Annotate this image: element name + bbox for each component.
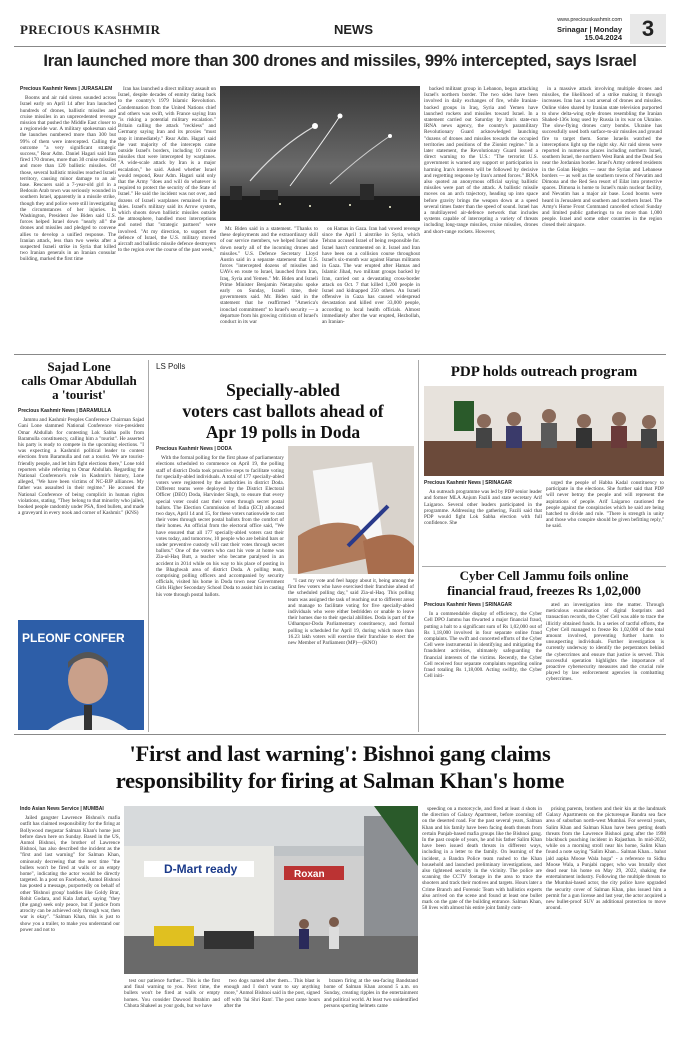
bishnoi-column-6 — [546, 806, 666, 1046]
bishnoi-photo — [124, 806, 418, 974]
brand-name: PRECIOUS KASHMIR — [20, 22, 161, 37]
omar-column — [18, 408, 144, 616]
bishnoi-column-4 — [324, 978, 418, 1046]
pdp-headline: PDP holds outreach program — [450, 364, 638, 380]
lead-text-1: Booms and air raid sirens sounded across Israel early on April 14 after Iran launched hundreds of drones, ballistic missiles and cruise missiles in an unprecedented revenge mission that pushed the Middle East closer to a regionwide war. A military spokesman said the launches numbered more than 300 but 99% of them were intercepted. Calling the outcome "a very significant strategic success," Rear Adm. Daniel Hagari said Iran fired 170 drones, more than 30 cruise missiles and more than 120 ballistic missiles. Of those, several ballistic missiles reached Israeli territory, causing minor damage to an air base. Rescuers said a 7-year-old girl in a Bedouin Arab town was seriously wounded in southern Israel, apparently in a missile strike, though they and police were still investigating the circumstances of her injuries. In Washington, President Joe Biden said U.S. forces helped Israel down "nearly all" the drones and missiles and pledged to convene allies to develop a unified response. The Iranian attack, less than two weeks after a suspected Israeli strike in Syria that killed two Iranian generals in an Iranian consular building, marked the first time — [20, 95, 116, 263]
bishnoi-byline: Indo Asian News Service | MUMBAI — [20, 806, 104, 812]
pdp-photo — [424, 386, 664, 476]
night-sky-interceptions-image — [220, 86, 420, 221]
lead-text-2: Iran has launched a direct military assault on Israel, despite decades of enmity dating back to the country's 1979 Islamic Revolution. Condemnation from the United Nations chief and others was swift, with France saying Iran "is risking a potential military escalation." Britain calling the attack "reckless" and Germany saying Iran and its proxies "must stop it immediately." Rear Adm. Hagari said the vast majority of the intercepts came outside Israel's borders, including 10 cruise missiles that were intercepted by warplanes. "A wide-scale attack by Iran is a major escalation," he said. Asked whether Israel would respond, Rear Adm. Hagari said only that the Army "does and will do whatever is required to protect the security of the State of Israel." He said the incident was not over, and dozens of Israeli warplanes remained in the skies. Israel's military said its Arrow system, which shoots down ballistic missiles outside the atmosphere, handled most interceptions and noted that "strategic partners" were involved. "At my direction, to support the defence of Israel, the U.S. military moved aircraft and ballistic missile defence destroyers to the region over the course of the past week," — [118, 86, 216, 254]
ballots-headline-line-1: Specially-abled — [226, 380, 340, 400]
lead-text-6: in a massive attack involving multiple drones and missiles, the likelihood of a strike making it through increases. Iran has a vast arsenal of drones and missiles. Online video shared by Iranian state television purported to show delta-wing style drones resembling the Iranian Shahed-136s long used by Russia in its war on Ukraine. The slow-flying drones carry bombs. Ukraine has successfully used both surface-to-air missiles and ground fire to target them. Some Israelis watched the interceptions light up the night sky. Air raid sirens were reported in numerous places including northern Israel, southern Israel, the northern West Bank and the Dead Sea near the Jordanian border. Israel's Army ordered residents in the Golan Heights — near the Syrian and Lebanese borders — as well as the southern towns of Nevatim and Dimona and the Red Sea resort of Eilat into protective spaces. Dimona is home to Israel's main nuclear facility, and Nevatim has a major air base. Loud booms were heard in Jerusalem and southern and northern Israel. The Army's Home Front Command cancelled school Sunday and limited public gatherings to no more than 1,000 people. Israel and some other countries in the region closed their airspace. — [542, 86, 662, 229]
omar-text: Jammu and Kashmir Peoples Conference Chairman Sajad Gani Lone slammed National Conference vice-president Omar Abdullah for contesting Lok Sabha polls from Baramulla constituency, calling him a "tourist". He asserted his party is ready to compete in the upcoming elections. "I was expecting a Kashmiri political leader to contest elections from Baramulla and not a tourist. We are tourist-friendly people, and let him fight elections there," Lone told reporters while referring to Omar Abdullah. Regarding the National Conference's role in Kashmir's history, Lone alleged, "We have been victims of NC-BJP alliances. My father was assaulted in their regime." He accused the National Conference of being complicit in human rights violations, stating, "They belong to that minority who jailed, booked people randomly under PSA, fired bullets, and made a graveyard in every nook and corner of Kashmir." (KNS) — [18, 417, 144, 517]
pdp-gathering-image — [424, 386, 664, 476]
masthead — [14, 14, 666, 44]
bishnoi-headline-line-2: responsibility for firing at Salman Khan's home — [115, 768, 565, 793]
bishnoi-column-3 — [224, 978, 320, 1046]
cyber-headline-line-2: financial fraud, freezes Rs 1,02,000 — [447, 583, 641, 598]
pdp-text-1: An outreach programme was led by PDP senior leader and former MLA Anjum Fazili and state secretary Arif Laigaroo. Several other leaders participated in the programme. Addressing the gathering, Fazili said that PDP would fight Lok Sabha election with full confidence. She — [424, 489, 542, 527]
cyber-headline — [422, 568, 666, 598]
cyber-byline: Precious Kashmir News | SRINAGAR — [424, 602, 512, 608]
lead-separator — [14, 354, 666, 355]
ballots-headline-line-3: Apr 19 polls in Doda — [205, 422, 361, 442]
cyber-text-2: ated an investigation into the matter. Through meticulous examination of digital footprints and transaction records, the Cyber Cell was able to trace the illicitly obtained funds. In a series of tactful efforts, the Cyber Cell managed to freeze Rs 1,02,000 of the total amount involved, preventing further harm to unsuspecting individuals. Further investigation is currently underway to identify the perpetrators behind the cybercrimes and ensure that justice is served. This successful operation highlights the importance of proactive cybersecurity measures and the crucial role played by law enforcement agencies in combatting cybercrimes. — [546, 602, 664, 683]
pdp-separator — [422, 566, 666, 567]
website-url: www.preciouskashmir.com — [557, 17, 622, 23]
bishnoi-text-2: test our patience further... This is the first and final warning to you. Next time, the bullets won't be fired at walls or empty homes. You consider Dawood Ibrahim and Chhota Shakeel as your gods, but we have — [124, 978, 220, 1009]
ballots-photo — [288, 446, 414, 574]
bishnoi-text-3: two dogs named after them... This blast is enough and I don't want to say anything more," Anmol Bishnoi said in the post, signed off with 'Jai Shri Ram'. The post came hours after the — [224, 978, 320, 1009]
lead-photo — [220, 86, 420, 221]
lead-headline: Iran launched more than 300 drones and missiles, 99% intercepted, says Israel — [43, 52, 637, 70]
omar-headline-line-3: a 'tourist' — [52, 387, 106, 402]
dateline — [557, 26, 622, 42]
city-day: Srinagar | Monday — [556, 25, 622, 34]
ballots-kicker: LS Polls — [156, 362, 186, 371]
voter-marking-ballot-image — [288, 446, 414, 574]
bishnoi-column-2 — [124, 978, 220, 1046]
bishnoi-text-6: prising parents, brothers and their kin at the landmark Galaxy Apartments on the picturesque Bandra sea face area of suburban north-west Mumbai. For several years, Salim Khan and Salman Khan have been getting death threats from the Lawrence Bishnoi gang after the 1998 blackbuck poaching incident in Rajasthan. In mid-2022, while on a morning stroll near his home, Salim Khan found a note saying "Salim Khan... Salman Khan... bahut jald aapka Moose Wala hoga" - a reference to Sidhu Moose Wala, a Punjabi rapper, who was brutally shot dead near his home on May 29, 2022, shaking the entertainment industry. Following the multiple threats to the Mumbai-based actor, the city police have upgraded the security cover of Salman Khan, plus issued him a permit for a gun license and last year, the actor acquired a new bullet-proof SUV as additional protection to move around. — [546, 806, 666, 912]
pdp-column-1 — [424, 480, 542, 566]
lead-byline: Precious Kashmir News | JURASALEM — [20, 86, 113, 92]
bishnoi-column-1 — [20, 806, 120, 1046]
omar-byline: Precious Kashmir News | BARAMULLA — [18, 408, 112, 414]
section-title: NEWS — [334, 22, 373, 37]
bishnoi-text-4: brazen firing at the sea-facing Bandstand home of Salman Khan around 5 a.m. on Sunday, creating ripples in the entertainment and political world. At least two unidentified persons sporting helmets came — [324, 978, 418, 1009]
ballots-column-2 — [288, 578, 414, 732]
cyber-text-1: In a commendable display of efficiency, the Cyber Cell DPO Jammu has thwarted a major financial fraud, putting a halt to a significant sum of Rs 1,02,000 out of Rs 1,18,000 involved in four separate online fraud complaints. The swift and concerted efforts of the Cyber Cell were instrumental in identifying and mitigating the fraudulent activities, ultimately safeguarding the financial interests of the victims. Recently, the Cyber Cell received four separate complaints regarding online fraud totaling Rs 1,18,000. Acting swiftly, the Cyber Cell initi- — [424, 611, 542, 680]
lead-column-1 — [20, 86, 116, 348]
banner-text: PLEONF CONFER — [22, 631, 125, 645]
ballots-byline: Precious Kashmir News | DODA — [156, 446, 232, 452]
pdp-text-2: urged the people of Habba Kadal constituency to participate in the elections. She further said that PDP will never betray the people and will represent the aspirations of people. Arif Laigaroo cautioned the people against the conspiracies which he said are being hatched to divide and rule. "There is strength in unity and those who conspire should be given befitting reply," he said. — [546, 480, 664, 530]
bishnoi-text-5: speeding on a motorcycle, and fired at least 4 shots in the direction of Galaxy Apartment, before zooming off on the deserted road. For the past several years, Salman Khan and his family have been facing death threats from certain Punjab-based mafia groups like the Bishnoi gang. In the past couple of years, he and his father Salim Khan have been issued death threats in different ways, including in a letter to the family. On learning of the incident, a Bandra Police team rushed to the Khan household and launched preliminary investigations, and also tightened security in the vicinity. The police are scanning the CCTV footage in the area to trace the shooters and track their motives and targets. Hours later a Crime Branch and Forensic Team with ballistics experts also arrived on the scene and found at least one bullet mark on the gate of the building entrance. Salman Khan, 58 lives with almost his entire joint family com- — [422, 806, 542, 912]
omar-headline-line-2: calls Omar Abdullah — [21, 373, 137, 388]
omar-headline-line-1: Sajad Lone — [47, 359, 111, 374]
pdp-column-2 — [546, 480, 664, 566]
omar-photo — [18, 620, 144, 730]
masthead-rule — [14, 46, 666, 47]
lead-text-5: backed militant group in Lebanon, began attacking Israel's northern border. The two sides have been involved in daily exchanges of fire, while Iranian-backed groups in Iraq, Syria and Yemen have launched rockets and missiles toward Israel. In a statement carried out Saturday by Iran's state-run IRNA news agency, the country's paramilitary Revolutionary Guard acknowledged launching "dozens of drones and missiles towards the occupied territories and positions of the Zionist regime." In a later statement, the Revolutionary Guard issued a direct warning to the U.S.: "The terrorist U.S. government is warned any support or participation in harming Iran's interests will be followed by decisive and regretting response by Iran's armed forces." IRNA also quoted an anonymous official saying ballistic missiles were part of the attack. A ballistic missile moves on an arch trajectory, heading up into space before gravity brings the weapon down at a speed several times faster than the speed of sound. Israel has a multilayered air-defence network that includes systems capable of intercepting a variety of threats including long-range missiles, cruise missiles, drones and short-range rockets. However, — [424, 86, 538, 235]
omar-abdullah-portrait-image — [18, 620, 144, 730]
lead-text-4: on Hamas in Gaza. Iran had vowed revenge since the April 1 airstrike in Syria, which Tehran accused Israel of being responsible for. Israel hasn't commented on it. Israel and Iran have been on a collision course throughout Israel's six-month war against Hamas militants in Gaza. The war erupted after Hamas and Islamic Jihad, two militant groups backed by Iran, carried out a devastating cross-border attack on Oct. 7 that killed 1,200 people in Israel and kidnapped 250 others. An Israeli offensive in Gaza has caused widespread devastation and killed over 33,000 people, according to local health officials. Almost immediately after the war erupted, Hezbollah, an Iranian- — [322, 226, 420, 326]
lead-column-6 — [542, 86, 662, 348]
cyber-column-1 — [424, 602, 542, 732]
omar-headline — [14, 360, 144, 402]
galaxy-apartment-street-image — [124, 806, 418, 974]
bishnoi-column-5 — [422, 806, 542, 1046]
lead-column-4 — [322, 226, 420, 348]
issue-date: 15.04.2024 — [584, 33, 622, 42]
bishnoi-separator — [14, 734, 666, 735]
shop-sign-text: D-Mart ready — [164, 862, 238, 876]
bishnoi-headline-line-1: 'First and last warning': Bishnoi gang claims — [129, 741, 551, 766]
cyber-headline-line-1: Cyber Cell Jammu foils online — [459, 568, 629, 583]
lead-text-3: Mr. Biden said in a statement. "Thanks to these deployments and the extraordinary skill of our service members, we helped Israel take down nearly all of the incoming drones and missiles." U.S. Defence Secretary Lloyd Austin said in a separate statement that U.S. forces "intercepted dozens of missiles and UAVs en route to Israel, launched from Iran, Iraq, Syria and Yemen." Mr. Biden and Israeli Prime Minister Benjamin Netanyahu spoke early on Sunday, Israeli time, their governments said. Mr. Biden said in the statement that he reaffirmed "America's ironclad commitment" to Israel's security — a departure from his growing criticism of Israel's conduct in its war — [220, 226, 318, 326]
pdp-byline: Precious Kashmir News | SRINAGAR — [424, 480, 512, 486]
column-divider-1 — [148, 360, 149, 732]
ballots-headline-line-2: voters cast ballots ahead of — [182, 401, 384, 421]
lead-column-5 — [424, 86, 538, 348]
bishnoi-headline — [14, 740, 666, 794]
store-sign-text: Roxan — [294, 869, 325, 880]
ballots-text-2: "I cast my vote and feel happy about it, being among the first few voters who have exercised their franchise ahead of the scheduled polling day," said Zia-ul-Haq. This polling team was assigned the task of reaching out to different areas and manage to facilitate voting for five specially-abled individuals who were either bedridden or unable to leave their homes due to their special abilities. Doda is part of the Udhampur-Doda Parliamentary constituency, and formal polling is scheduled for April 19, during which more than 16.23 lakh voters will exercise their franchise to elect the new Member of Parliament (MP)—(KNO) — [288, 578, 414, 647]
bishnoi-text-1: Jailed gangster Lawrence Bishnoi's mafia outfit has claimed responsibility for the firing at Bollywood megastar Salman Khan's home just before dawn here on Sunday. Based in the US, Anmol Bishnoi, the brother of Lawrence Bishnoi, has also described the incident as the "first and last warning" for Salman Khan, ominously decreeing that the next time "the bullets won't be fired at walls or an empty home", indicating the actor would be directly targeted. In a post on Facebook, Anmol Bishnoi has posted a message, purportedly on behalf of other 'Bishnoi group' baddies like Goldy Brar, Rohit Godara, and Kala Jathari, saying "they (the gang) seek only peace, but if justice from atrocity can be achieved only through war, then war is okay". "Salman Khan, this is just to show you a trailer, to make you understand our power and not to — [20, 815, 120, 933]
ballots-column-1 — [156, 446, 284, 732]
ballots-text-1: With the formal polling for the first phase of parliamentary elections scheduled to commence on April 19, the polling staff of district Doda took proactive steps to facilitate voting for specially-abled individuals. A total of 177 specially-abled voters were registered by the authorities in district Doda. Different teams were deployed by the District Electoral Officer (DEO) Doda, Harvinder Singh, to ensure that every special voter could cast their votes through secret postal ballots. The Election Commission of India (ECI) allocated two days, April 14 and 15, for these voters nationwide to cast their votes through secret postal ballots from the comfort of their homes. An official from the electoral office said, "We have ensured that all 177 specially-abled voters cast their votes today, and tomorrow, 10 people who are behind bars or under preventive custody will cast their votes through secret ballots." One of the voters who cast his vote at home was Zia-ul-Haq Butt, a teacher who became paralysed in an accident in 2014 while on his way to his place of posting in the Bhaghwah area of district Doda. A polling team, comprising polling officers and accompanied by security officials, visited his home in Doda town near Government Girls Higher Secondary School Doda to assist him in casting his vote through postal ballots. — [156, 455, 284, 598]
page-number: 3 — [630, 14, 666, 44]
column-divider-2 — [418, 360, 419, 732]
cyber-column-2 — [546, 602, 664, 732]
lead-column-2 — [118, 86, 216, 348]
lead-column-3 — [220, 226, 318, 348]
ballots-headline — [152, 380, 414, 443]
